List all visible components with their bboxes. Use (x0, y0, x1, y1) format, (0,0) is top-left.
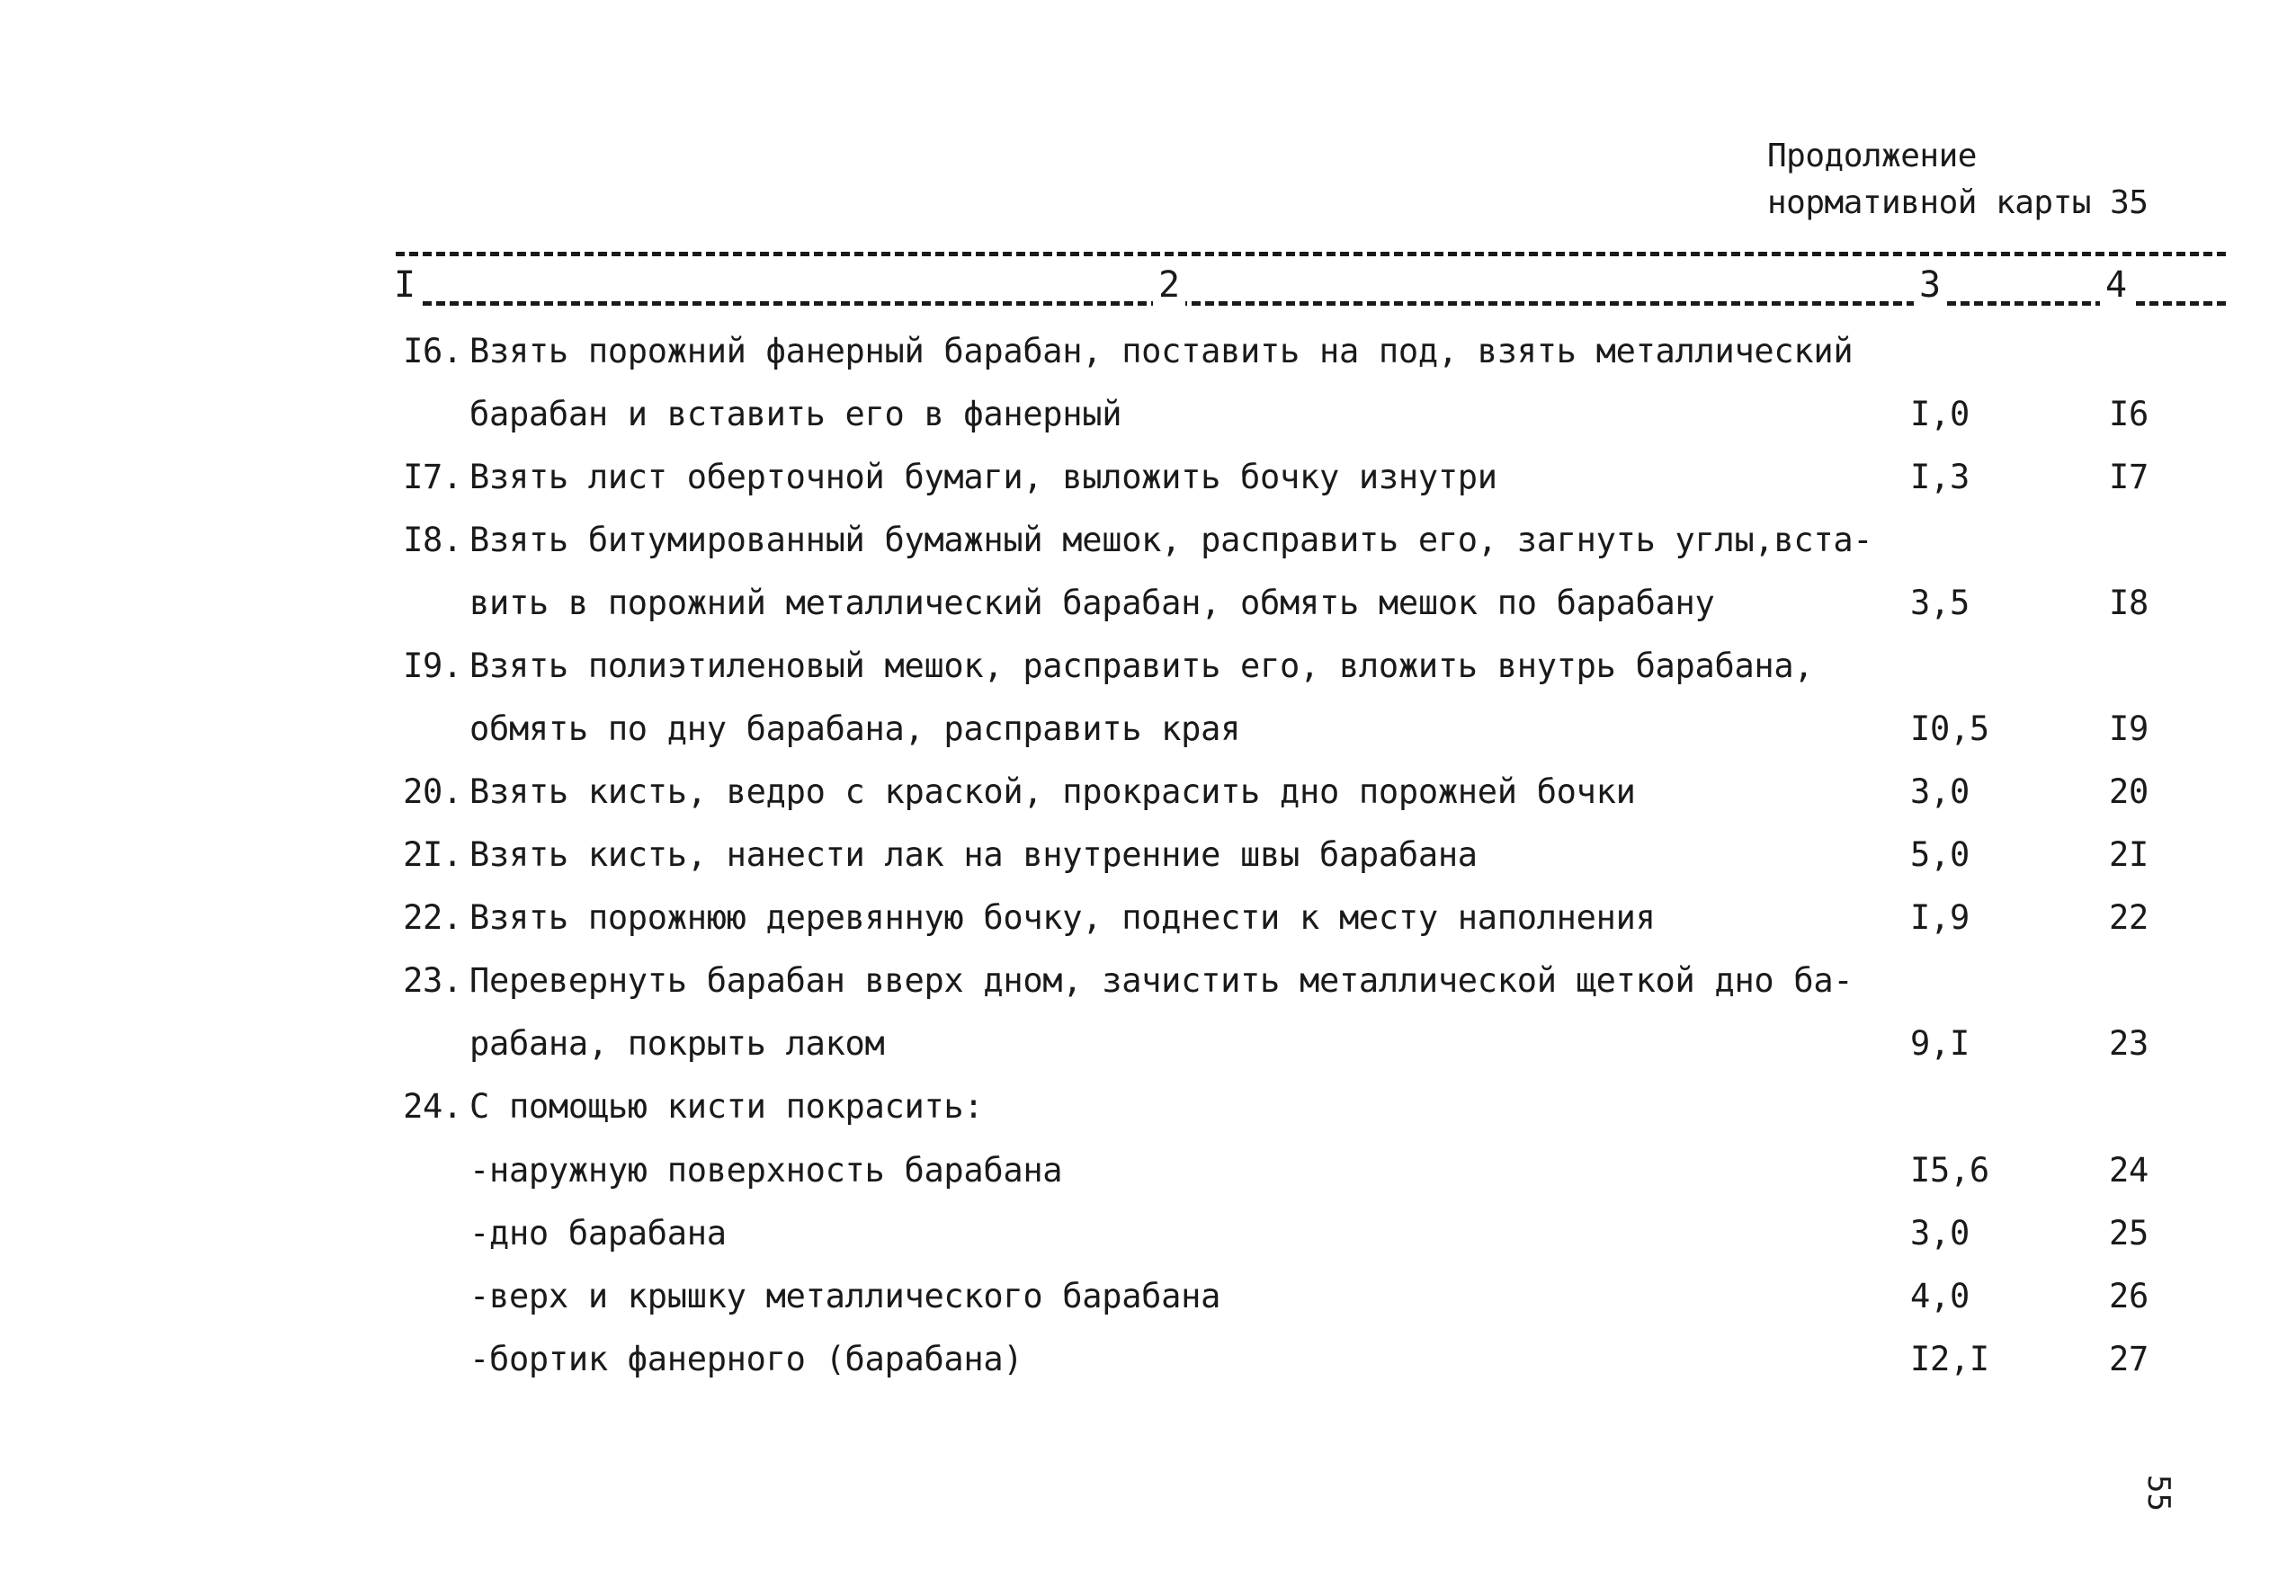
index-value: 23 (2109, 1024, 2149, 1063)
time-value: I,9 (1910, 898, 1970, 937)
item-text-line: -верх и крышку металлического барабана (469, 1277, 1221, 1315)
caption-line-2: нормативной карты 35 (1767, 184, 2149, 221)
item-number: I9. (403, 646, 462, 685)
index-value: 24 (2109, 1151, 2149, 1190)
column-header-4: 4 (2100, 263, 2132, 308)
time-value: I5,6 (1910, 1151, 1989, 1190)
time-value: 9,I (1910, 1024, 1970, 1063)
item-text-line: Взять полиэтиленовый мешок, расправить его, вложить внутрь барабана, (469, 646, 1814, 685)
time-value: 3,0 (1910, 1214, 1970, 1253)
time-value: 4,0 (1910, 1277, 1970, 1315)
item-number: 22. (403, 898, 462, 937)
item-text-line: Взять кисть, нанести лак на внутренние швы барабана (469, 835, 1478, 874)
item-text-line: Взять битумированный бумажный мешок, расправить его, загнуть углы,вста- (469, 521, 1873, 559)
caption-line-1: Продолжение (1767, 138, 1977, 174)
time-value: I0,5 (1910, 709, 1989, 748)
index-value: 22 (2109, 898, 2149, 937)
index-value: 20 (2109, 772, 2149, 811)
header-dashed-rule (396, 301, 2226, 306)
column-header-3: 3 (1914, 263, 1946, 308)
item-text-line: вить в порожний металлический барабан, обмять мешок по барабану (469, 584, 1715, 622)
index-value: I9 (2109, 709, 2149, 748)
time-value: I,0 (1910, 395, 1970, 433)
column-header-2: 2 (1153, 263, 1185, 308)
page-number: 55 (2140, 1475, 2176, 1511)
item-text-line: Взять порожнюю деревянную бочку, поднести к месту наполнения (469, 898, 1656, 937)
index-value: 25 (2109, 1214, 2149, 1253)
index-value: I8 (2109, 584, 2149, 622)
item-number: 23. (403, 961, 462, 1000)
item-number: 20. (403, 772, 462, 811)
index-value: 26 (2109, 1277, 2149, 1315)
item-number: I7. (403, 458, 462, 496)
time-value: 3,5 (1910, 584, 1970, 622)
item-text-line: Взять лист оберточной бумаги, выложить бочку изнутри (469, 458, 1497, 496)
item-text-line: рабана, покрыть лаком (469, 1024, 885, 1063)
time-value: I2,I (1910, 1340, 1989, 1378)
item-number: 2I. (403, 835, 462, 874)
item-text-line: Перевернуть барабан вверх дном, зачистить металлической щеткой дно ба- (469, 961, 1854, 1000)
top-dashed-rule (396, 252, 2226, 256)
time-value: I,3 (1910, 458, 1970, 496)
item-text-line: Взять кисть, ведро с краской, прокрасить дно порожней бочки (469, 772, 1636, 811)
item-text-line: -наружную поверхность барабана (469, 1151, 1063, 1190)
item-text-line: -бортик фанерного (барабана) (469, 1340, 1023, 1378)
item-text-line: С помощью кисти покрасить: (469, 1087, 984, 1126)
item-text-line: Взять порожний фанерный барабан, поставить на под, взять металлический (469, 332, 1854, 370)
index-value: 27 (2109, 1340, 2149, 1378)
column-header-1: I (389, 263, 421, 308)
time-value: 5,0 (1910, 835, 1970, 874)
item-number: I8. (403, 521, 462, 559)
index-value: I7 (2109, 458, 2149, 496)
index-value: I6 (2109, 395, 2149, 433)
time-value: 3,0 (1910, 772, 1970, 811)
item-text-line: барабан и вставить его в фанерный (469, 395, 1122, 433)
index-value: 2I (2109, 835, 2149, 874)
table-caption (1767, 133, 2148, 227)
item-number: I6. (403, 332, 462, 370)
item-text-line: обмять по дну барабана, расправить края (469, 709, 1241, 748)
item-text-line: -дно барабана (469, 1214, 727, 1253)
item-number: 24. (403, 1087, 462, 1126)
